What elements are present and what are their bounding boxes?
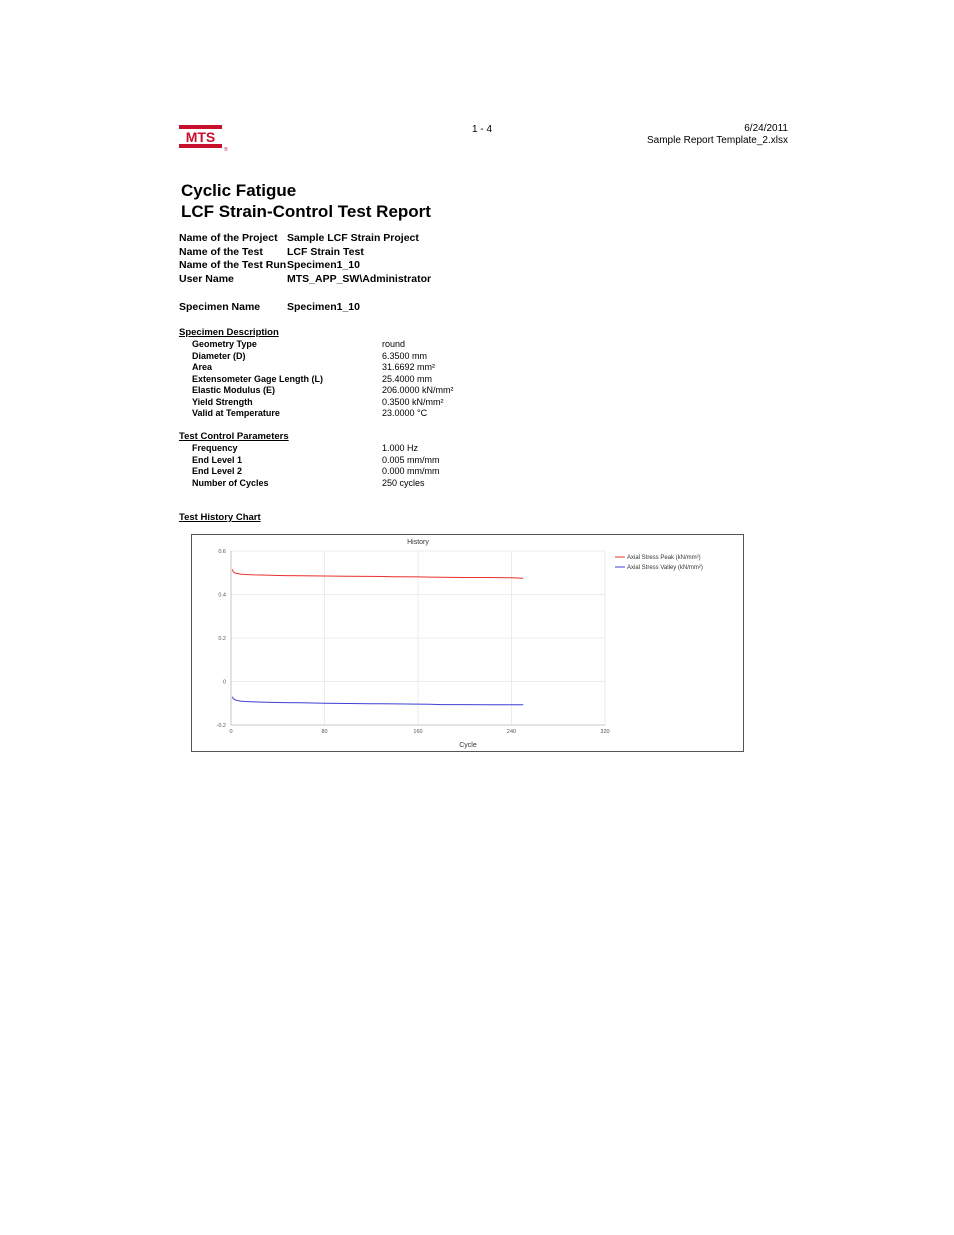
param-label: Valid at Temperature — [192, 408, 280, 418]
param-value: 250 cycles — [382, 477, 425, 488]
param-row — [192, 397, 454, 409]
x-tick-label: 320 — [600, 729, 610, 735]
header-right — [647, 123, 788, 147]
param-value: 0.000 mm/mm — [382, 466, 440, 476]
series-line-peak — [232, 570, 523, 579]
param-row — [192, 478, 440, 490]
param-row — [192, 443, 440, 455]
report-title — [181, 180, 431, 222]
mts-logo — [179, 125, 227, 152]
y-tick-label: 0.6 — [218, 549, 226, 555]
y-tick-label: 0 — [222, 679, 226, 686]
series-line-valley — [232, 697, 523, 705]
report-filename: Sample Report Template_2.xlsx — [647, 135, 788, 146]
x-tick-label: 160 — [413, 729, 423, 735]
param-row — [192, 339, 454, 351]
x-tick-label: 80 — [321, 729, 328, 735]
param-value: 206.0000 kN/mm² — [382, 385, 454, 395]
project-info — [179, 232, 431, 286]
specimen-description-table — [192, 339, 454, 420]
test-control-table — [192, 443, 440, 489]
info-row-test-run — [179, 259, 431, 273]
param-row — [192, 374, 454, 386]
param-value: 6.3500 mm — [382, 350, 428, 361]
info-row-test — [179, 246, 431, 260]
param-row — [192, 408, 454, 420]
info-label: Name of the Test Run — [179, 259, 287, 272]
param-value: 1.000 Hz — [382, 443, 419, 453]
info-value: LCF Strain Test — [287, 245, 364, 258]
specimen-name-label: Specimen Name — [179, 301, 261, 313]
info-label: Name of the Project — [179, 232, 278, 244]
svg-text:®: ® — [224, 147, 228, 153]
param-row — [192, 466, 440, 478]
param-value: 0.005 mm/mm — [382, 454, 440, 465]
info-label: User Name — [179, 272, 234, 285]
history-chart-frame — [191, 534, 744, 752]
chart-title: History — [407, 539, 429, 546]
info-label: Name of the Test — [179, 245, 263, 258]
param-label: Area — [192, 362, 213, 372]
param-row — [192, 455, 440, 467]
param-label: Yield Strength — [192, 396, 253, 407]
specimen-name-row — [179, 301, 360, 313]
specimen-description-heading: Specimen Description — [179, 327, 279, 338]
x-tick-label: 240 — [506, 729, 517, 735]
y-tick-label: -0.2 — [216, 723, 226, 729]
info-value: Sample LCF Strain Project — [287, 232, 419, 244]
specimen-name-value: Specimen1_10 — [287, 301, 360, 313]
param-label: End Level 2 — [192, 466, 243, 476]
param-value: 25.4000 mm — [382, 373, 433, 384]
report-date: 6/24/2011 — [744, 123, 788, 134]
param-label: Geometry Type — [192, 339, 257, 349]
mts-logo-text: MTS — [185, 129, 216, 145]
param-label: Frequency — [192, 443, 238, 453]
page-number: 1 - 4 — [472, 124, 493, 135]
x-tick-label: 0 — [229, 729, 233, 735]
y-tick-label: 0.2 — [218, 636, 226, 642]
info-row-project — [179, 232, 431, 246]
info-row-user — [179, 273, 431, 287]
param-label: Extensometer Gage Length (L) — [192, 373, 324, 384]
chart-heading: Test History Chart — [179, 512, 261, 523]
history-chart — [192, 535, 743, 751]
param-row — [192, 351, 454, 363]
param-label: End Level 1 — [192, 454, 243, 465]
legend-entry: Axial Stress Peak (kN/mm²) — [627, 555, 701, 561]
test-control-heading: Test Control Parameters — [179, 431, 289, 442]
info-value: MTS_APP_SW\Administrator — [287, 272, 432, 285]
param-value: 31.6692 mm² — [382, 362, 436, 372]
title-line-2: LCF Strain-Control Test Report — [181, 202, 431, 221]
info-value: Specimen1_10 — [287, 259, 360, 272]
param-label: Elastic Modulus (E) — [192, 385, 276, 395]
title-line-1: Cyclic Fatigue — [181, 181, 297, 200]
x-axis-label: Cycle — [459, 742, 477, 749]
param-label: Diameter (D) — [192, 350, 246, 361]
param-value: 23.0000 °C — [382, 408, 428, 418]
param-row — [192, 385, 454, 397]
y-tick-label: 0.4 — [218, 592, 226, 599]
param-row — [192, 362, 454, 374]
legend-entry: Axial Stress Valley (kN/mm²) — [627, 565, 703, 571]
param-value: round — [382, 339, 406, 349]
param-value: 0.3500 kN/mm² — [382, 396, 444, 407]
param-label: Number of Cycles — [192, 477, 269, 488]
